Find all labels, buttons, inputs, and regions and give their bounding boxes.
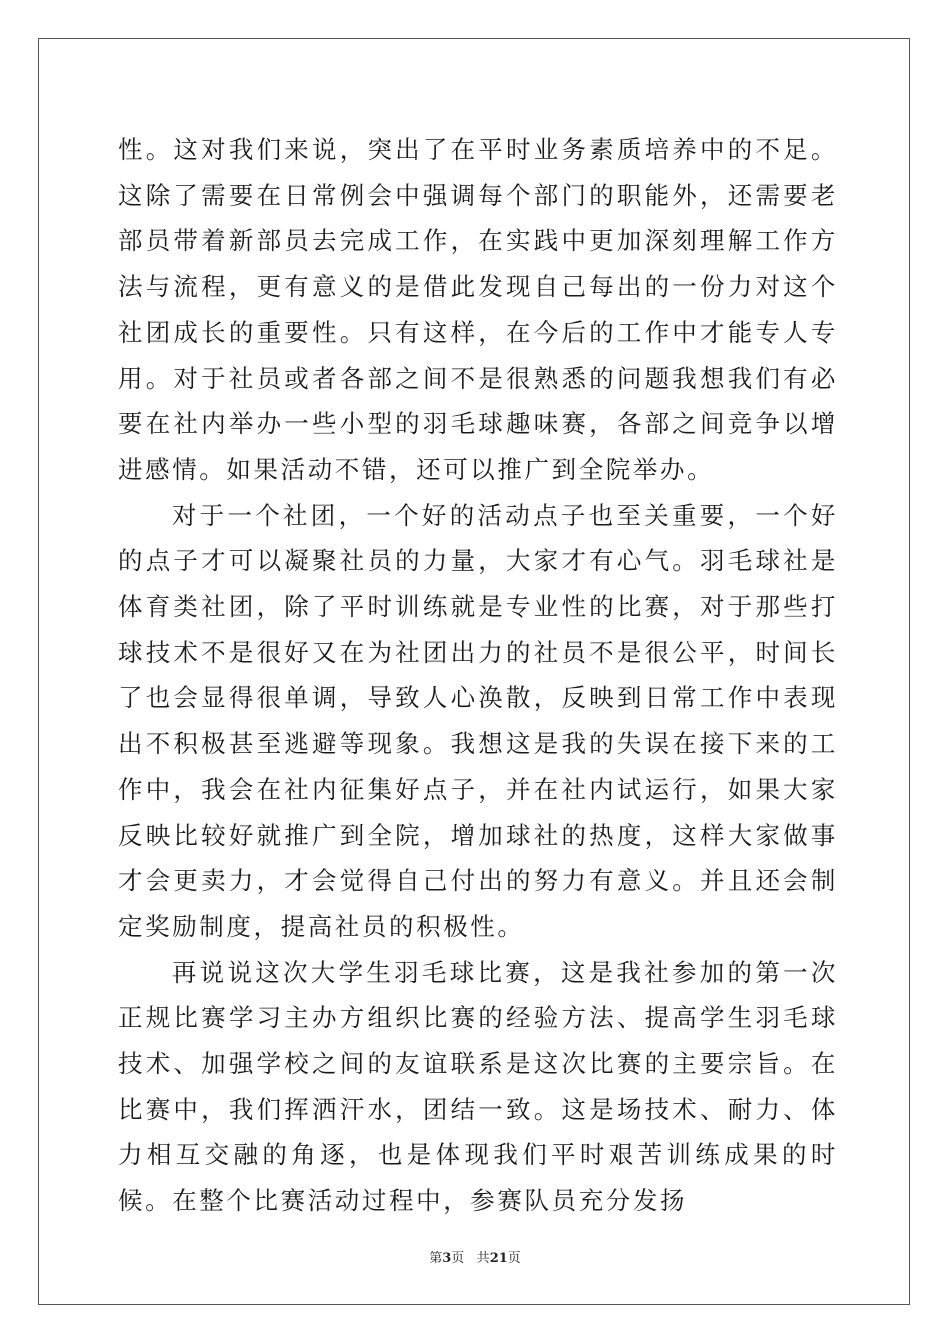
page-footer [0,1247,950,1266]
total-suffix: 页 [507,1251,521,1266]
paragraph-2: 对于一个社团，一个好的活动点子也至关重要，一个好的点子才可以凝聚社员的力量，大家才有心气。羽毛球社是体育类社团，除了平时训练就是专业性的比赛，对于那些打球技术不是很好又在为社团出力的社员不是很公平，时间长了也会显得很单调，导致人心涣散，反映到日常工作中表现出不积极甚至逃避等现象。我想这是我的失误在接下来的工作中，我会在社内征集好点子，并在社内试运行，如果大家反映比较好就推广到全院，增加球社的热度，这样大家做事才会更卖力，才会觉得自己付出的努力有意义。并且还会制定奖励制度，提高社员的积极性。 [118,500,838,941]
paragraph-3: 再说说这次大学生羽毛球比赛，这是我社参加的第一次正规比赛学习主办方组织比赛的经验方法、提高学生羽毛球技术、加强学校之间的友谊联系是这次比赛的主要宗旨。在比赛中，我们挥洒汗水，团结一致。这是场技术、耐力、体力相互交融的角逐，也是体现我们平时艰苦训练成果的时候。在整个比赛活动过程中，参赛队员充分发扬 [118,957,838,1216]
document-body [118,127,838,1224]
total-pages: 21 [489,1251,508,1266]
paragraph-1: 性。这对我们来说，突出了在平时业务素质培养中的不足。这除了需要在日常例会中强调每个部门的职能外，还需要老部员带着新部员去完成工作，在实践中更加深刻理解工作方法与流程，更有意义的是借此发现自己每出的一份力对这个社团成长的重要性。只有这样，在今后的工作中才能专人专用。对于社员或者各部之间不是很熟悉的问题我想我们有必要在社内举办一些小型的羽毛球趣味赛，各部之间竞争以增进感情。如果活动不错，还可以推广到全院举办。 [118,135,838,484]
page-number: 3 [442,1251,452,1266]
page-prefix: 第 [429,1251,443,1266]
footer-separator [464,1251,476,1266]
total-prefix: 共 [476,1251,490,1266]
page-suffix: 页 [451,1251,465,1266]
